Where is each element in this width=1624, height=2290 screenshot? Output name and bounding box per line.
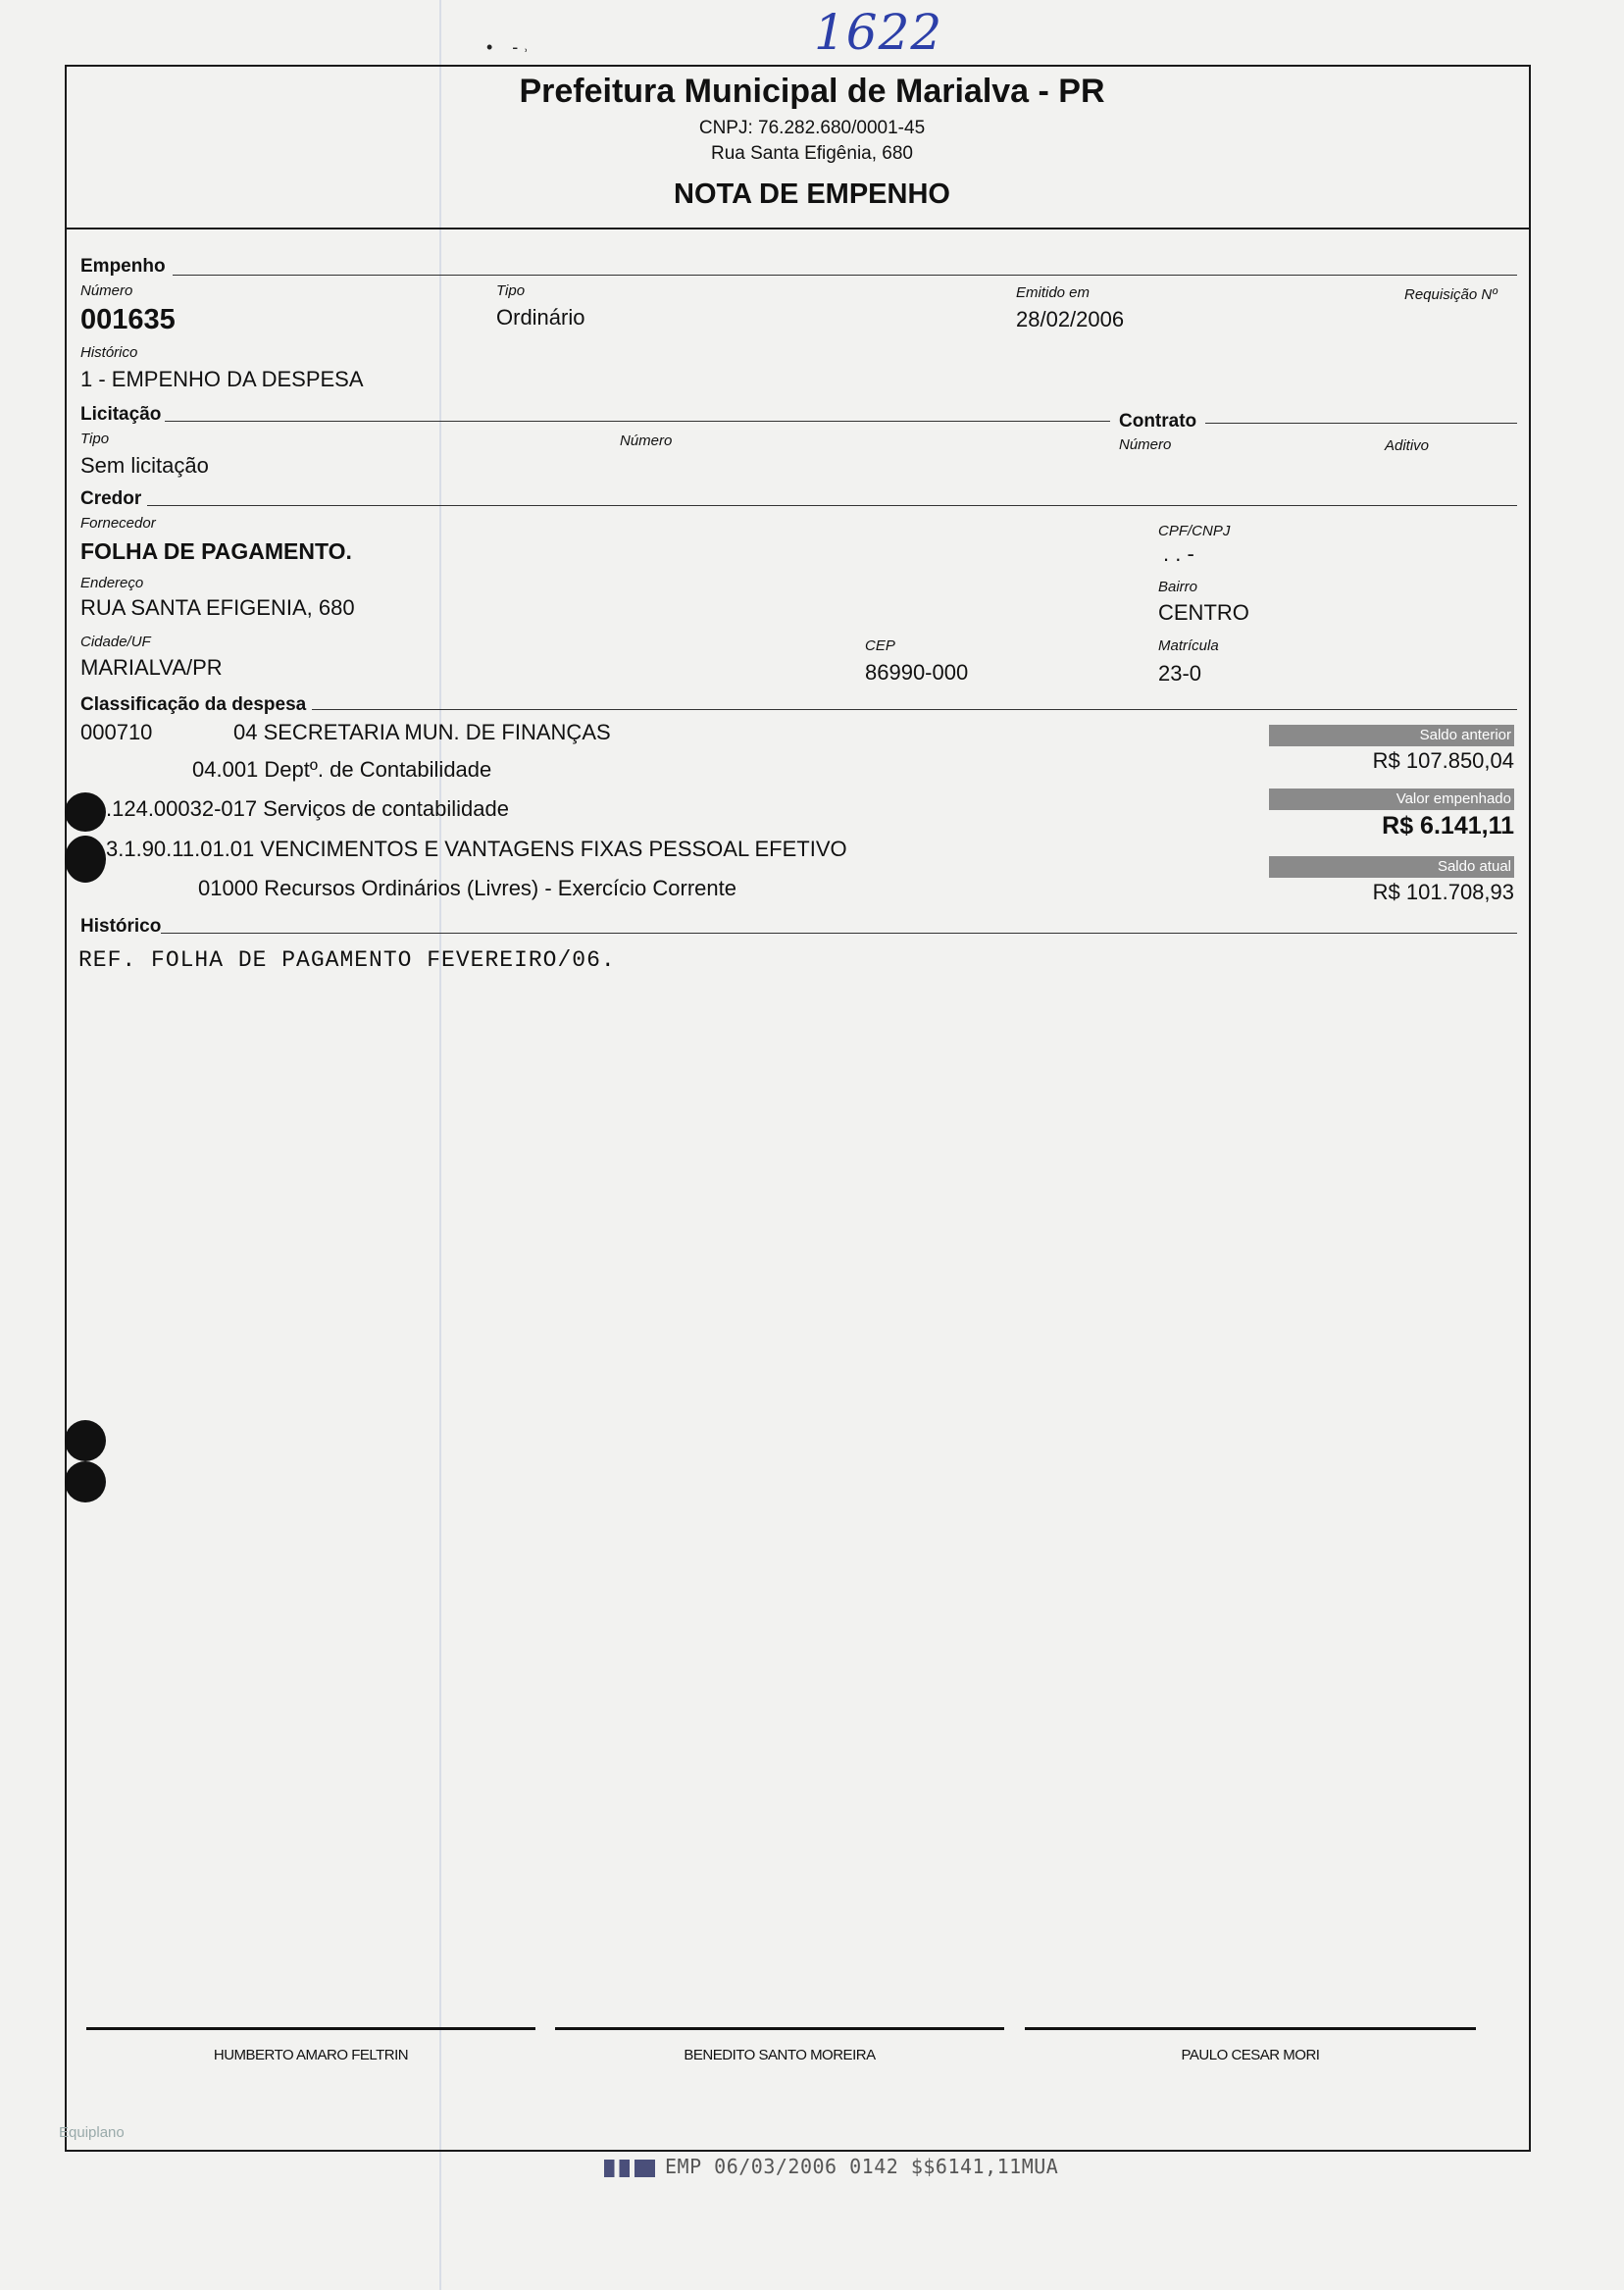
class-elemento: 3.1.90.11.01.01 VENCIMENTOS E VANTAGENS FIXAS PESSOAL EFETIVO: [106, 837, 847, 861]
cpf-value: . . -: [1163, 541, 1194, 566]
footer-stamp: [604, 2155, 1058, 2178]
cidade-value: MARIALVA/PR: [80, 655, 223, 680]
punch-hole: [65, 836, 106, 883]
footer-stamp-text: EMP 06/03/2006 0142 $$6141,11MUA: [665, 2155, 1059, 2178]
bairro-value: CENTRO: [1158, 600, 1249, 625]
handwritten-number: 1622: [814, 4, 943, 61]
saldo-atual-value: R$ 101.708,93: [1372, 880, 1514, 904]
equiplano-mark: Equiplano: [59, 2124, 125, 2141]
signature-name-3: PAULO CESAR MORI: [1181, 2047, 1320, 2063]
address-text: Rua Santa Efigênia, 680: [711, 143, 913, 164]
licitacao-numero-label: Número: [620, 433, 673, 449]
signature-line: [1025, 2027, 1476, 2030]
endereco-value: RUA SANTA EFIGENIA, 680: [80, 595, 355, 620]
document-title: NOTA DE EMPENHO: [674, 178, 950, 210]
bairro-label: Bairro: [1158, 579, 1198, 595]
empenho-numero-label: Número: [80, 282, 133, 299]
punch-hole: [65, 1461, 106, 1502]
municipality-title: Prefeitura Municipal de Marialva - PR: [519, 73, 1105, 110]
matricula-value: 23-0: [1158, 661, 1202, 686]
valor-empenhado-label: Valor empenhado: [1269, 789, 1514, 810]
punch-hole: [65, 792, 106, 832]
class-departamento: 04.001 Deptº. de Contabilidade: [192, 757, 492, 782]
fornecedor-value: FOLHA DE PAGAMENTO.: [80, 538, 352, 564]
section-credor: Credor: [80, 488, 142, 509]
fornecedor-label: Fornecedor: [80, 515, 156, 532]
section-rule: [161, 933, 1517, 934]
signature-line: [86, 2027, 535, 2030]
licitacao-tipo: Sem licitação: [80, 453, 209, 478]
empenho-tipo: Ordinário: [496, 305, 585, 330]
class-secretaria: 04 SECRETARIA MUN. DE FINANÇAS: [233, 720, 611, 744]
section-empenho: Empenho: [80, 256, 166, 277]
signature-name-1: HUMBERTO AMARO FELTRIN: [213, 2047, 409, 2063]
cep-label: CEP: [865, 637, 895, 654]
cpf-label: CPF/CNPJ: [1158, 523, 1231, 539]
saldo-anterior-label: Saldo anterior: [1269, 725, 1514, 746]
saldo-anterior-value: R$ 107.850,04: [1372, 748, 1514, 773]
empenho-historico-label: Histórico: [80, 344, 138, 361]
empenho-tipo-label: Tipo: [496, 282, 526, 299]
section-rule: [173, 275, 1517, 276]
signature-name-2: BENEDITO SANTO MOREIRA: [684, 2047, 876, 2063]
class-recurso: 01000 Recursos Ordinários (Livres) - Exercício Corrente: [198, 876, 736, 900]
section-historico: Histórico: [80, 916, 162, 937]
licitacao-tipo-label: Tipo: [80, 431, 110, 447]
class-code: 000710: [80, 720, 153, 744]
saldo-atual-label: Saldo atual: [1269, 856, 1514, 878]
requisicao-label: Requisição Nº: [1404, 286, 1497, 303]
empenho-numero: 001635: [80, 304, 176, 335]
historico-text: REF. FOLHA DE PAGAMENTO FEVEREIRO/06.: [78, 947, 616, 973]
signature-line: [555, 2027, 1004, 2030]
section-rule: [312, 709, 1517, 710]
section-classificacao: Classificação da despesa: [80, 694, 307, 715]
contrato-numero-label: Número: [1119, 436, 1172, 453]
section-licitacao: Licitação: [80, 404, 162, 425]
cnpj-text: CNPJ: 76.282.680/0001-45: [698, 118, 926, 138]
scan-specks: • - ˒: [486, 37, 530, 57]
cep-value: 86990-000: [865, 660, 969, 685]
endereco-label: Endereço: [80, 575, 144, 591]
section-rule: [147, 505, 1517, 506]
printer-logo-icon: [604, 2160, 655, 2177]
emitido-date: 28/02/2006: [1016, 307, 1125, 331]
valor-empenhado-value: R$ 6.141,11: [1382, 812, 1514, 840]
header-divider: [65, 228, 1529, 229]
contrato-aditivo-label: Aditivo: [1385, 437, 1430, 454]
punch-hole: [65, 1420, 106, 1461]
class-servico: .124.00032-017 Serviços de contabilidade: [106, 796, 509, 821]
emitido-label: Emitido em: [1016, 284, 1091, 301]
section-rule: [165, 421, 1110, 422]
cidade-label: Cidade/UF: [80, 634, 151, 650]
empenho-historico: 1 - EMPENHO DA DESPESA: [80, 367, 364, 391]
matricula-label: Matrícula: [1158, 637, 1219, 654]
section-contrato: Contrato: [1119, 411, 1197, 432]
section-rule: [1205, 423, 1517, 424]
